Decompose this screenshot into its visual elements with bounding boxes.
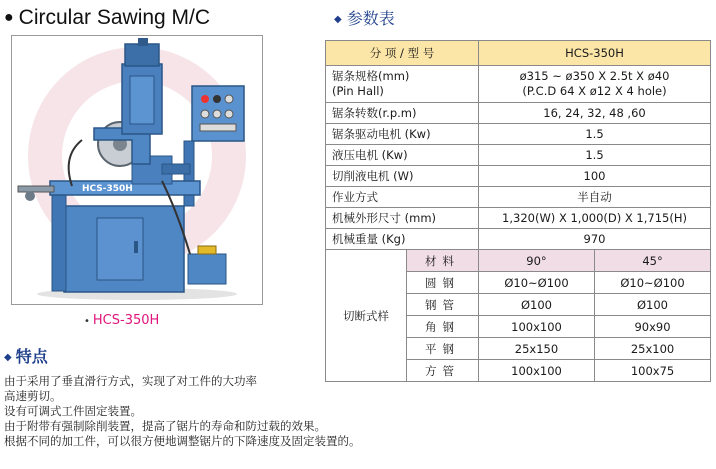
product-caption	[84, 313, 159, 328]
cut-value-90: Ø100	[479, 294, 595, 316]
spec-label: 液压电机 (Kw)	[326, 145, 479, 166]
table-row	[326, 166, 711, 187]
material-name: 角钢	[407, 316, 479, 338]
spec-table	[325, 40, 711, 382]
feature-line: 由于附带有强制除削装置，提高了锯片的寿命和防过载的效果。	[4, 419, 326, 433]
cutting-label: 切断式样	[326, 250, 407, 382]
cut-value-45: Ø100	[595, 294, 711, 316]
cutting-header-row	[326, 250, 711, 272]
machine-plate-label: HCS-350H	[82, 184, 133, 194]
material-label: 材料	[407, 250, 479, 272]
caption-bullet: •	[84, 316, 90, 327]
spec-value: 970	[479, 229, 711, 250]
title-text: Circular Sawing M/C	[18, 6, 211, 29]
cut-value-45: 90x90	[595, 316, 711, 338]
spec-header-row	[326, 41, 711, 66]
spec-value-line: (P.C.D 64 X ø12 X 4 hole)	[522, 84, 667, 98]
spec-label	[326, 66, 479, 103]
feature-line: 根据不同的加工件，可以很方便地调整锯片的下降速度及固定装置的。	[4, 434, 361, 448]
table-row	[326, 145, 711, 166]
cut-value-90: 100x100	[479, 360, 595, 382]
cut-value-90: 100x100	[479, 316, 595, 338]
specs-heading	[334, 6, 395, 29]
spec-label: 机械重量 (Kg)	[326, 229, 479, 250]
spec-value: 1.5	[479, 145, 711, 166]
spec-value: 100	[479, 166, 711, 187]
spec-header-label: 分 项 / 型 号	[326, 41, 479, 66]
spec-label: 锯条驱动电机 (Kw)	[326, 124, 479, 145]
spec-value-line: ø315 ~ ø350 X 2.5t X ø40	[519, 69, 670, 83]
features-list	[4, 374, 361, 449]
spec-label: 切削液电机 (W)	[326, 166, 479, 187]
title-bullet: ●	[4, 9, 14, 26]
caption-text: HCS-350H	[92, 313, 160, 328]
feature-line: 设有可调式工件固定装置。	[4, 404, 142, 418]
page-title	[4, 6, 210, 30]
spec-label: 机械外形尺寸 (mm)	[326, 208, 479, 229]
spec-value: 半自动	[479, 187, 711, 208]
material-name: 方管	[407, 360, 479, 382]
spec-model: HCS-350H	[479, 41, 711, 66]
spec-value: 1,320(W) X 1,000(D) X 1,715(H)	[479, 208, 711, 229]
spec-label-line: 锯条规格(mm)	[332, 69, 410, 83]
feature-line: 由于采用了垂直滑行方式，实现了对工件的大功率	[4, 374, 257, 388]
angle-90-label: 90°	[479, 250, 595, 272]
feature-line: 高速剪切。	[4, 389, 62, 403]
product-photo	[11, 35, 263, 305]
spec-label: 作业方式	[326, 187, 479, 208]
specs-heading-text: 参数表	[346, 9, 395, 28]
angle-45-label: 45°	[595, 250, 711, 272]
material-name: 平钢	[407, 338, 479, 360]
table-row	[326, 124, 711, 145]
machine-illustration	[12, 36, 262, 304]
features-heading	[4, 344, 48, 367]
cut-value-45: 100x75	[595, 360, 711, 382]
spec-value: 1.5	[479, 124, 711, 145]
table-row	[326, 66, 711, 103]
table-row	[326, 208, 711, 229]
material-name: 钢管	[407, 294, 479, 316]
table-row	[326, 187, 711, 208]
spec-label-line: (Pin Hall)	[332, 84, 384, 98]
table-row	[326, 229, 711, 250]
table-row	[326, 103, 711, 124]
diamond-icon: ◆	[334, 14, 342, 25]
spec-value	[479, 66, 711, 103]
features-heading-text: 特点	[15, 347, 48, 366]
cut-value-45: Ø10~Ø100	[595, 272, 711, 294]
cut-value-45: 25x100	[595, 338, 711, 360]
spec-label: 锯条转数(r.p.m)	[326, 103, 479, 124]
material-name: 圆钢	[407, 272, 479, 294]
diamond-icon: ◆	[4, 352, 12, 363]
spec-value: 16, 24, 32, 48 ,60	[479, 103, 711, 124]
cut-value-90: 25x150	[479, 338, 595, 360]
cut-value-90: Ø10~Ø100	[479, 272, 595, 294]
